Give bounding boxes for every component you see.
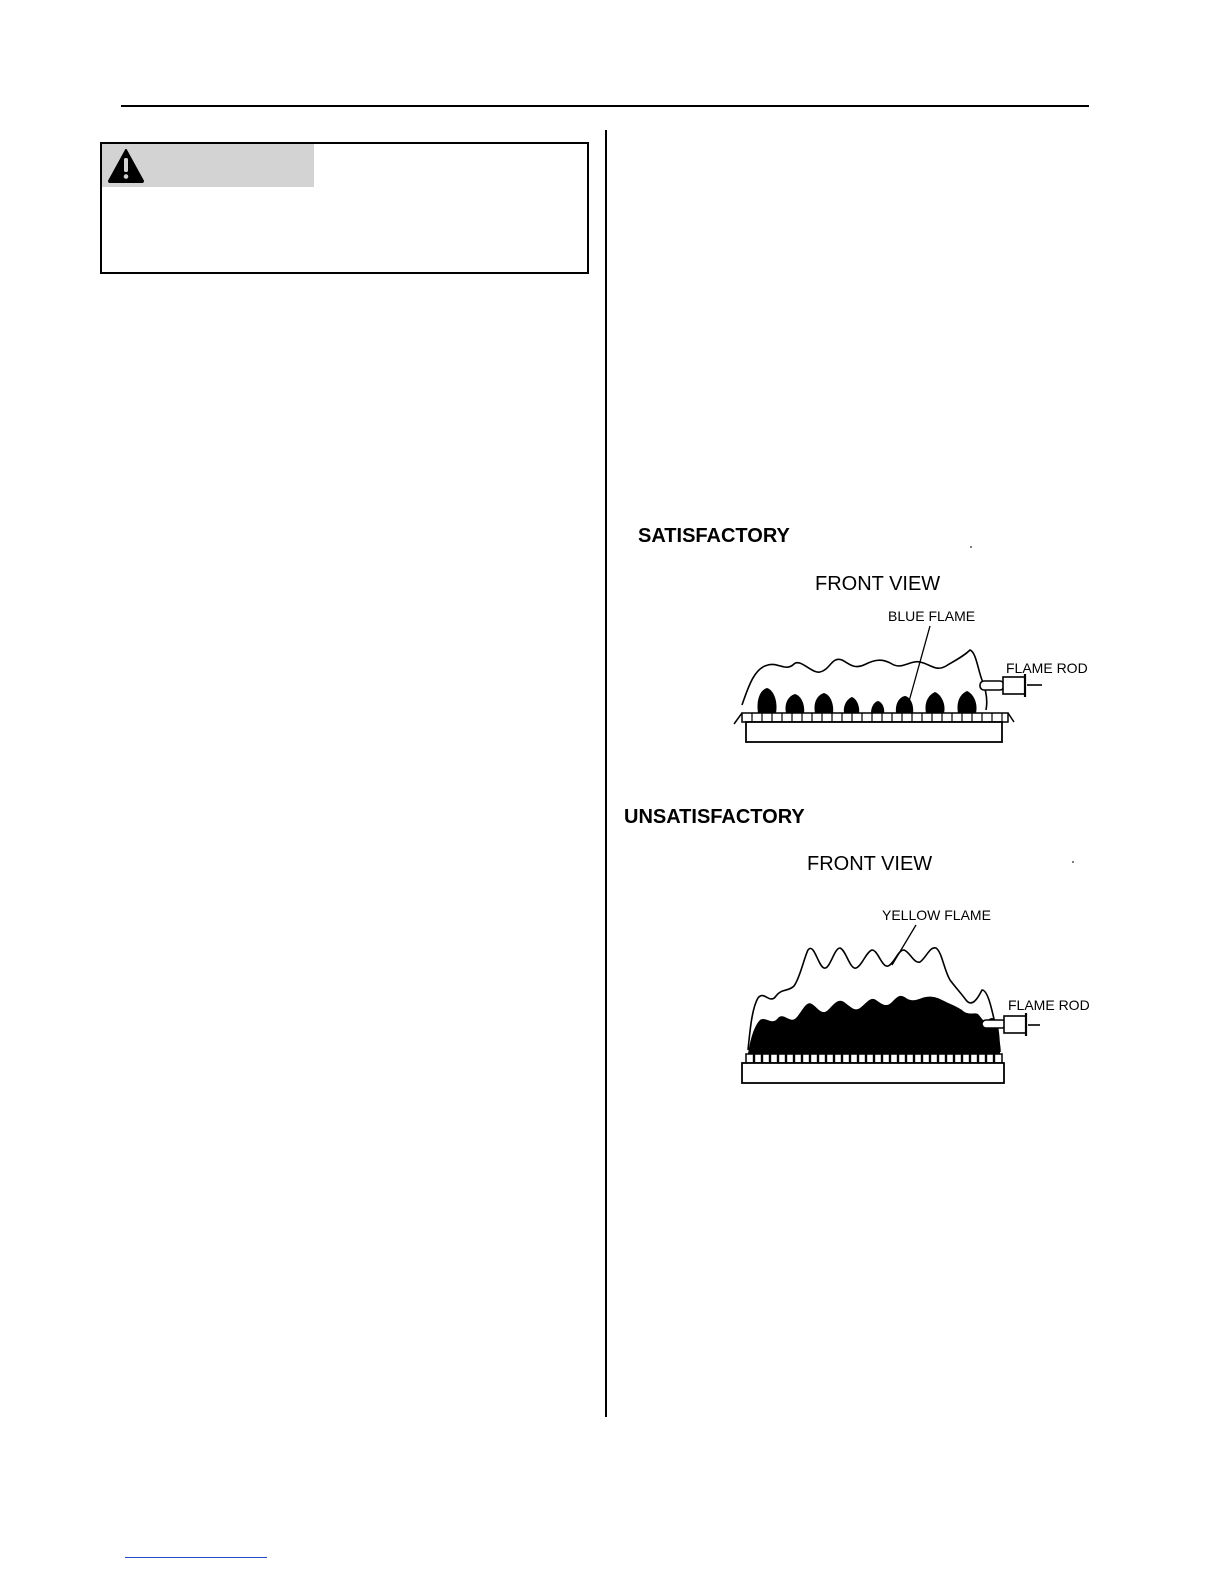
header-rule: [121, 105, 1089, 107]
footer-link-underline[interactable]: [125, 1557, 267, 1558]
satisfactory-view-label: FRONT VIEW: [815, 573, 941, 595]
unsatisfactory-heading: UNSATISFACTORY: [624, 806, 805, 828]
blue-flame-leader: [908, 626, 930, 705]
satisfactory-heading: SATISFACTORY: [638, 525, 790, 547]
satisfactory-flame-rod: [980, 674, 1042, 697]
satisfactory-burner-base: [746, 722, 1002, 742]
yellow-flame-mass: [748, 996, 1000, 1054]
scan-speck: [970, 546, 972, 548]
unsatisfactory-view-label: FRONT VIEW: [807, 853, 933, 875]
warning-header: [102, 144, 314, 187]
unsatisfactory-flame-diagram: [720, 840, 1100, 1090]
warning-box: [100, 142, 589, 274]
scan-speck: [1072, 861, 1074, 863]
blue-flame-envelope: [742, 650, 987, 710]
satisfactory-rod-label: FLAME ROD: [1006, 660, 1088, 676]
warning-triangle-icon: [108, 149, 144, 183]
satisfactory-flame-diagram: [720, 560, 1100, 755]
blue-flame-cones: [757, 688, 976, 713]
yellow-flame-label: YELLOW FLAME: [882, 907, 991, 923]
blue-flame-label: BLUE FLAME: [888, 608, 976, 624]
unsatisfactory-burner-base: [742, 1063, 1004, 1083]
unsatisfactory-rod-label: FLAME ROD: [1008, 997, 1090, 1013]
column-divider: [605, 130, 607, 1417]
